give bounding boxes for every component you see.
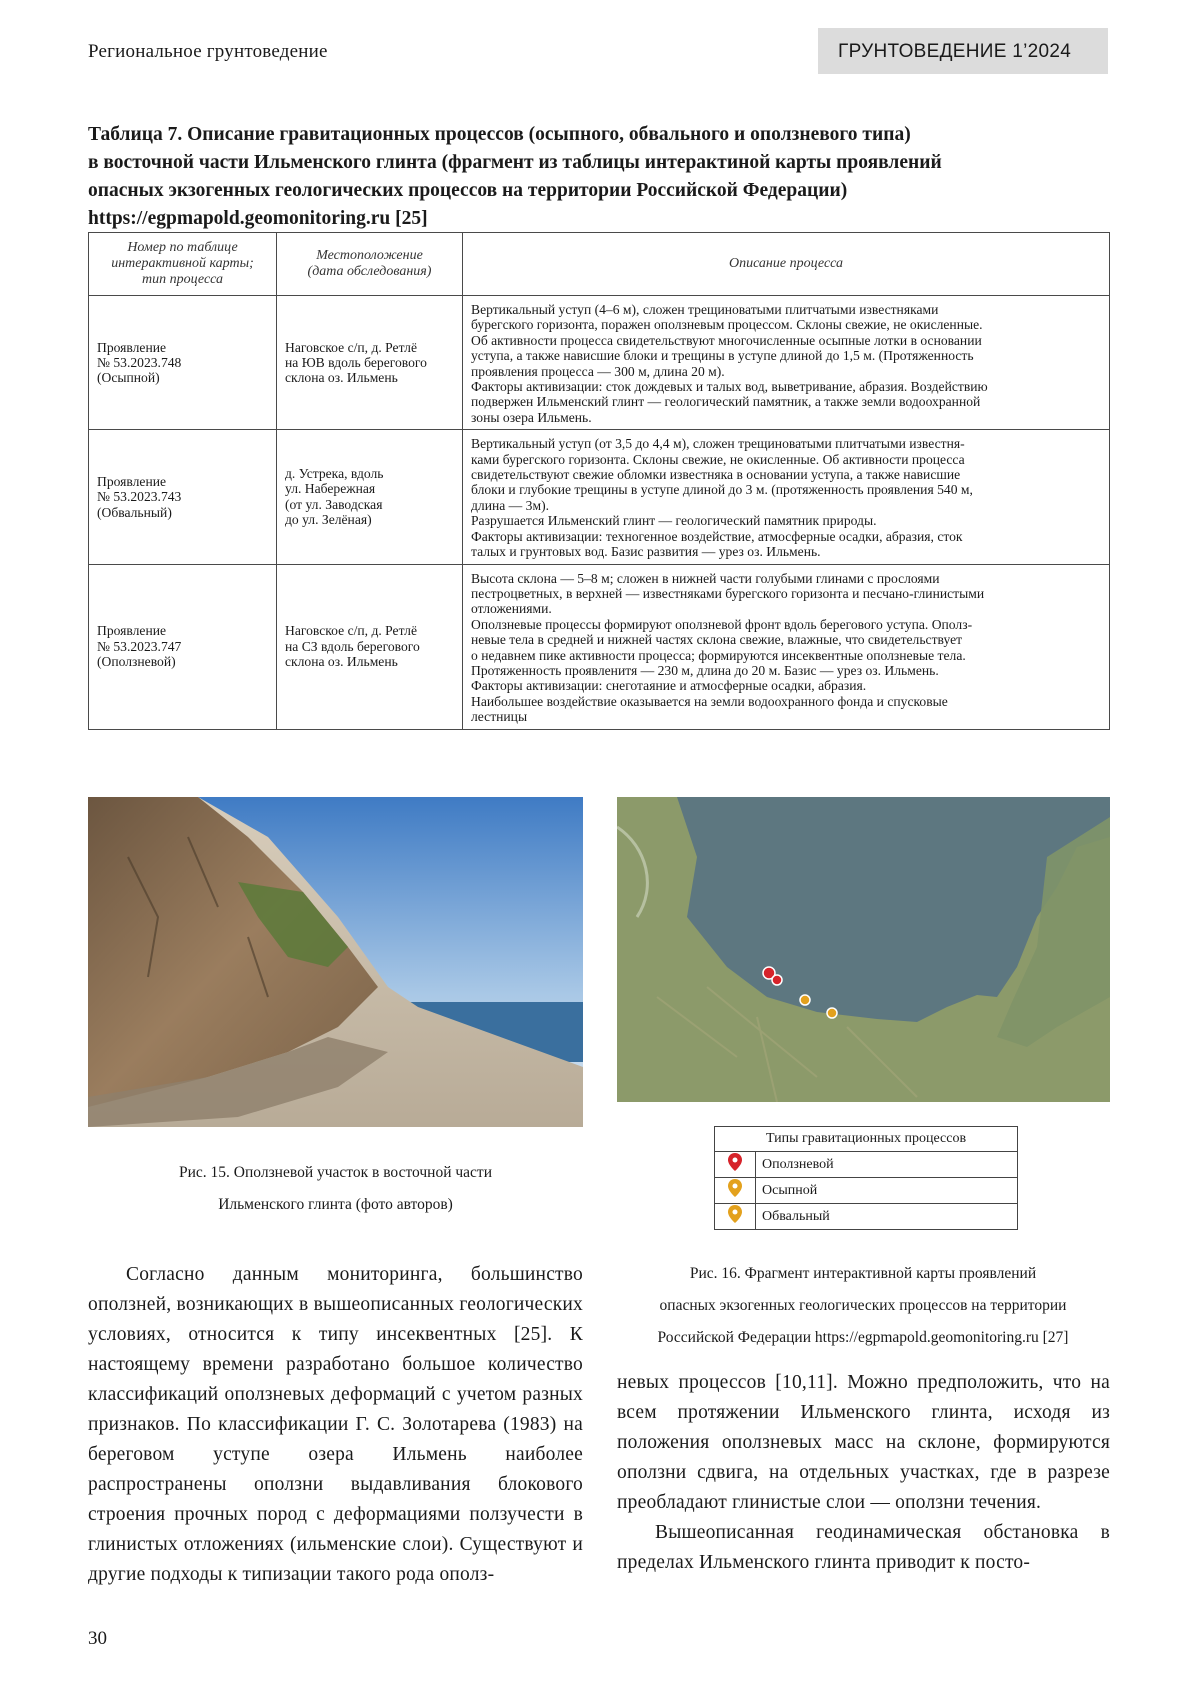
rockfall-pin-icon	[727, 1204, 743, 1224]
table-caption	[88, 121, 1118, 233]
table-caption-line: в восточной части Ильменского глинта (фрагмент из таблицы интерактиной карты проявлений	[88, 152, 942, 173]
column-header-number: Номер по таблице интерактивной карты; тип процесса	[89, 233, 277, 296]
landslide-pin-icon	[727, 1152, 743, 1172]
body-paragraph: Согласно данным мониторинга, большинство оползней, возникающих в вышеописанных геологических условиях, относится к типу инсеквентных [25]. К настоящему времени разработано большое количество классификаций оползневых деформаций с учетом разных признаков. По классификации Г. С. Золотарева (1983) на береговом уступе озера Ильмень наиболее распространены оползни выдавливания блокового строения прочных пород с деформациями ползучести в глинистых отложениях (ильменские слои). Существуют и другие подходы к типизации такого рода ополз-	[88, 1264, 583, 1585]
figure-15-caption: Рис. 15. Оползневой участок в восточной части Ильменского глинта (фото авторов)	[179, 1164, 492, 1213]
legend-row	[715, 1152, 1018, 1178]
cell-location: Наговское с/п, д. Ретлё на СЗ вдоль берегового склона оз. Ильмень	[277, 564, 463, 729]
talus-pin-icon	[727, 1178, 743, 1198]
table-row	[89, 296, 1110, 430]
satellite-map-drawing	[617, 797, 1110, 1102]
body-right-column	[617, 1368, 1110, 1578]
table-row	[89, 430, 1110, 564]
landslide-photo-drawing	[88, 797, 583, 1127]
talus-marker[interactable]	[800, 995, 810, 1005]
landslide-photo	[88, 797, 583, 1127]
table-header-row	[89, 233, 1110, 296]
body-paragraph: Вышеописанная геодинамическая обстановка в пределах Ильменского глинта приводит к посто-	[617, 1522, 1110, 1573]
figure-16-caption: Рис. 16. Фрагмент интерактивной карты проявлений опасных экзогенных геологических процессов на территории Российской Федерации https://egpmapold.geomonitoring.ru [27]	[657, 1265, 1069, 1346]
rockfall-marker[interactable]	[827, 1008, 837, 1018]
column-header-description: Описание процесса	[463, 233, 1110, 296]
cell-description: Вертикальный уступ (4–6 м), сложен трещиноватыми плитчатыми известняками бурегского горизонта, поражен оползневым процессом. Склоны свежие, не окисленные. Об активности процесса свидетельствуют многочисленные осыпные лотки в основании уступа, а также нависшие блоки и трещины в уступе длиной до 1,5 м. (Протяженность проявления процесса — 300 м, длина 20 м). Факторы активизации: сток дождевых и талых вод, выветривание, абразия. Воздействию подвержен Ильменский глинт — геологический памятник, а также земли водоохранной зоны озера Ильмень.	[463, 296, 1110, 430]
cell-description: Высота склона — 5–8 м; сложен в нижней части голубыми глинами с прослоями пестроцветных, в верхней — известняками бурегского горизонта и песчано-глинистыми отложениями. Оползневые процессы формируют оползневой фронт вдоль берегового уступа. Ополз- невые тела в средней и нижней частях склона свежие, влажные, что свидетельствует о недавнем пике активности процесса; формируются инсеквентные оползневые тела. Протяженность проявленитя — 230 м, длина до 20 м. Базис — урез оз. Ильмень. Факторы активизации: снеготаяние и атмосферные осадки, абразия. Наибольшее воздействие оказывается на земли водоохранного фонда и спусковые лестницы	[463, 564, 1110, 729]
legend-header-row	[715, 1127, 1018, 1152]
legend-row	[715, 1204, 1018, 1230]
table-caption-line: https://egpmapold.geomonitoring.ru [25]	[88, 208, 428, 229]
legend-label: Осыпной	[756, 1178, 1018, 1204]
table-row	[89, 564, 1110, 729]
journal-title: ГРУНТОВЕДЕНИЕ 1’2024	[838, 41, 1072, 62]
cell-description: Вертикальный уступ (от 3,5 до 4,4 м), сложен трещиноватыми плитчатыми известня- ками бурегского горизонта. Склоны свежие, не окисленные. Об активности процесса свидетельствуют свежие обломки известняка в основании уступа, а также нависшие блоки и глубокие трещины в уступе длиной до 3 м. (протяженность проявления 540 м, длина — 3м). Разрушается Ильменский глинт — геологический памятник природы. Факторы активизации: техногенное воздействие, атмосферные осадки, абразия, сток талых и грунтовых вод. Базис развития — урез оз. Ильмень.	[463, 430, 1110, 564]
map-legend	[714, 1126, 1018, 1230]
legend-label: Обвальный	[756, 1204, 1018, 1230]
process-table	[88, 232, 1110, 730]
table-caption-line: Таблица 7. Описание гравитационных процессов (осыпного, обвального и оползневого типа)	[88, 124, 911, 145]
satellite-map	[617, 797, 1110, 1102]
cell-location: д. Устрека, вдоль ул. Набережная (от ул. Заводская до ул. Зелёная)	[277, 430, 463, 564]
legend-title: Типы гравитационных процессов	[715, 1127, 1018, 1152]
cell-process-id: Проявление № 53.2023.743 (Обвальный)	[89, 430, 277, 564]
cell-process-id: Проявление № 53.2023.747 (Оползневой)	[89, 564, 277, 729]
body-paragraph: невых процессов [10,11]. Можно предположить, что на всем протяжении Ильменского глинта, исходя из положения оползневых масс на склоне, формируются оползни сдвига, на отдельных участках, где в разрезе преобладают глинистые слои — оползни течения.	[617, 1372, 1110, 1513]
cell-process-id: Проявление № 53.2023.748 (Осыпной)	[89, 296, 277, 430]
page-number: 30	[88, 1628, 107, 1649]
column-header-location: Местоположение (дата обследования)	[277, 233, 463, 296]
running-head: Региональное грунтоведение	[88, 41, 328, 62]
table-caption-line: опасных экзогенных геологических процессов на территории Российской Федерации)	[88, 180, 848, 201]
legend-label: Оползневой	[756, 1152, 1018, 1178]
cell-location: Наговское с/п, д. Ретлё на ЮВ вдоль берегового склона оз. Ильмень	[277, 296, 463, 430]
legend-row	[715, 1178, 1018, 1204]
body-left-column	[88, 1260, 583, 1590]
